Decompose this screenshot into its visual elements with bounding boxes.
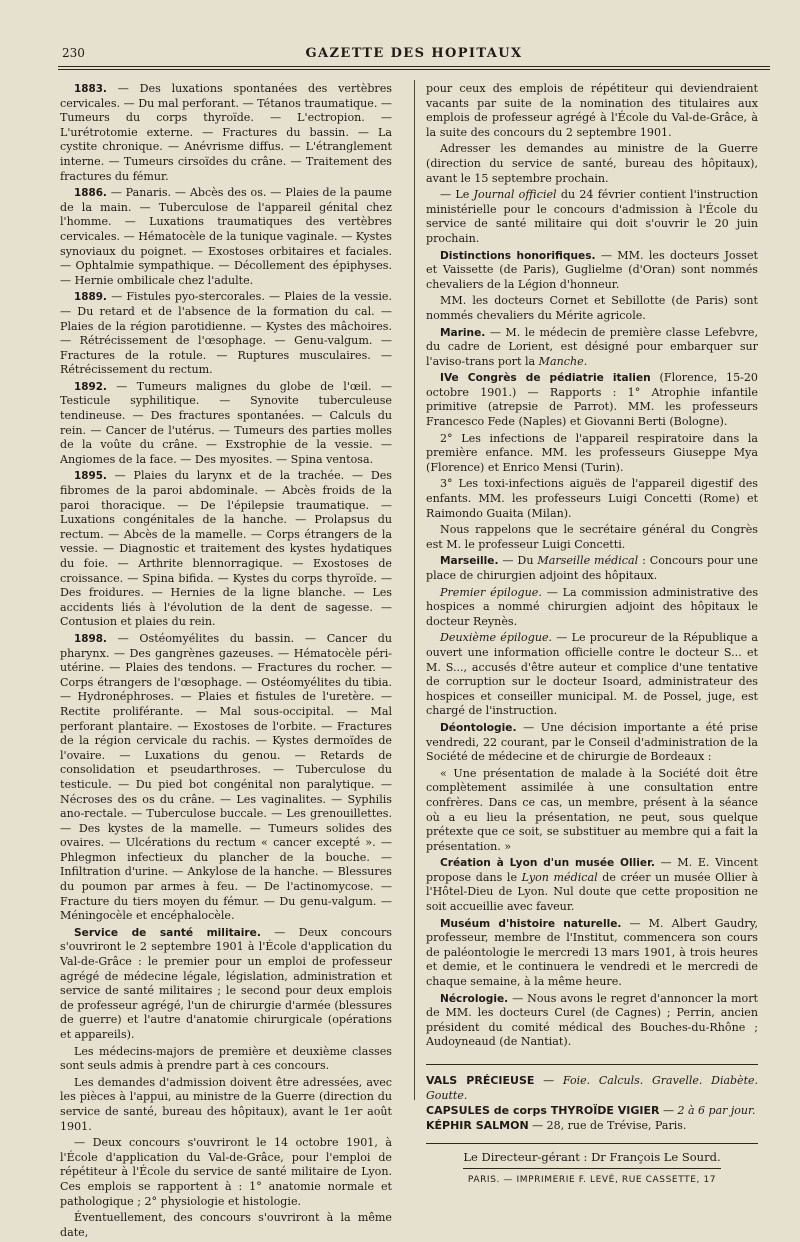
paragraph-text: — M. le médecin de première classe Lefebvre, du cadre de Lorient, est désigné pour embarquer sur l'aviso-trans port la: [426, 325, 758, 368]
page-number: 230: [62, 46, 85, 60]
paragraph: [60, 1136, 392, 1209]
paragraph-text: 2° Les infections de l'appareil respiratoire dans la première enfance. MM. les professeurs Giuseppe Mya (Florence) et Enrico Mensi (Turin).: [426, 431, 758, 474]
paragraph-text: Éventuellement, des concours s'ouvriront à la même date,: [60, 1211, 392, 1239]
paragraph: [426, 294, 758, 323]
paragraph-text: — Nous avons le regret d'annoncer la mort de MM. les docteurs Curel (de Cagnes) ; Perrin, ancien président du comité médical des Bouches-du-Rhône ; Audoyneaud (de Nantiat).: [426, 991, 758, 1049]
advertisements: [426, 1064, 758, 1133]
paragraph-text: pour ceux des emplois de répétiteur qui deviendraient vacants par suite de la nomination des titulaires aux emplois de professeur agrégé à l'École du Val-de-Grâce, à la suite des concours du 2 septembre 1901.: [426, 82, 758, 139]
italic-title: Lyon médical: [521, 870, 598, 884]
paragraph: [426, 432, 758, 476]
director-line: [426, 1143, 758, 1169]
italic-lead: Deuxième épilogue.: [440, 631, 553, 645]
paragraph: [60, 1076, 392, 1134]
italic-lead: Premier épilogue.: [440, 585, 542, 599]
section-heading: Marseille.: [440, 555, 499, 568]
paragraph: [426, 523, 758, 552]
paragraph-text: — Une décision importante a été prise vendredi, 22 courant, par le Conseil d'administration de la Société de médecine et de chirurgie de Bordeaux :: [426, 720, 758, 764]
paragraph: [60, 632, 392, 924]
paragraph: [426, 631, 758, 719]
paragraph-text: du 24 février contient l'instruction ministérielle pour le concours d'admission à l'École du service de santé militaire qui doit s'ouvrir le 20 juin prochain.: [426, 188, 758, 245]
paragraph-text: 3° Les toxi-infections aiguës de l'appareil digestif des enfants. MM. les professeurs Luigi Concetti (Rome) et Raimondo Guaita (Milan).: [426, 477, 758, 520]
paragraph: [426, 554, 758, 583]
paragraph-text: : Concours pour une place de chirurgien adjoint des hôpitaux.: [426, 554, 758, 582]
paragraph: [426, 721, 758, 765]
section-heading: IVe Congrès de pédiatrie italien: [440, 372, 651, 385]
paragraph-text: — Panaris. — Abcès des os. — Plaies de la paume de la main. — Tuberculose de l'appareil génital chez l'homme. — Luxations traumatiques des vertèbres cervicales. — Hématocèle de la tunique vaginale. — Kystes synoviaux du poignet. — Exostoses orbitaires et faciales. — Ophtalmie sympathique. — Décollement des épiphyses. — Hernie ombilicale chez l'adulte.: [60, 186, 392, 287]
italic-title: Marseille médical: [537, 554, 639, 568]
text-segment: .: [583, 354, 588, 368]
paragraph: [426, 992, 758, 1050]
paragraph: [426, 767, 758, 855]
paragraph: [60, 186, 392, 288]
italic-title: Journal officiel: [473, 188, 557, 202]
paragraph-text: Les demandes d'admission doivent être adressées, avec les pièces à l'appui, au ministre de la Guerre (direction du service de santé, bureau des hôpitaux), avant le 1er août 1901.: [60, 1075, 392, 1133]
paragraph-text: — Le procureur de la République a ouvert une information officielle contre le docteur S... et M. S..., accusés d'être auteur et complice d'une tentative de corruption sur le docteur Isoard, administrateur des hospices et conseiller municipal. M. de Possel, juge, est chargé de l'instruction.: [426, 631, 758, 718]
paragraph-text: Nous rappelons que le secrétaire général du Congrès est M. le professeur Luigi Concetti.: [426, 523, 758, 551]
year-label: 1889.: [74, 291, 107, 304]
paragraph: [60, 82, 392, 184]
paragraph-text: — M. Albert Gaudry, professeur, membre de l'Institut, commencera son cours de paléontologie le mercredi 13 mars 1901, à trois heures et demie, et le continuera le vendredi et le mercredi de chaque semaine, à la même heure.: [426, 916, 759, 989]
paragraph-text: « Une présentation de malade à la Société doit être complètement assimilée à une consultation entre confrères. Dans ce cas, un membre, présent à la séance où a eu lieu la présentation, ne peut, sous quelque prétexte que ce soit, se substituer au membre qui a fait la présentation. »: [426, 766, 758, 853]
right-column-articles: [426, 82, 758, 1050]
paragraph-text: Les médecins-majors de première et deuxième classes sont seuls admis à prendre part à ces concours.: [60, 1044, 392, 1073]
paragraph: [426, 477, 758, 521]
paragraph-text: — Deux concours s'ouvriront le 14 octobre 1901, à l'École d'application du Val-de-Grâce, pour l'emploi de répétiteur à l'École du service de santé militaire de Lyon. Ces emplois se rapportent à : 1° anatomie normale et pathologique ; 2° physiologie et histologie.: [60, 1136, 392, 1208]
paragraph: [60, 290, 392, 378]
year-label: 1886.: [74, 187, 107, 200]
paragraph: [426, 188, 758, 246]
paragraph-text: de créer un musée Ollier à l'Hôtel-Dieu de Lyon. Nul doute que cette proposition ne soit accueillie avec faveur.: [426, 870, 758, 914]
imprint-line: PARIS. — IMPRIMERIE F. LEVÉ, RUE CASSETTE, 17: [467, 1174, 717, 1185]
left-column: [60, 82, 392, 1242]
section-heading: Création à Lyon d'un musée Ollier.: [440, 857, 655, 870]
paragraph-text: — Plaies du larynx et de la trachée. — Des fibromes de la paroi abdominale. — Abcès froids de la paroi thoracique. — De l'épilepsie traumatique. — Luxations congénitales de la hanche. — Prolapsus du rectum. — Abcès de la mamelle. — Corps étrangers de la vessie. — Diagnostic et traitement des kystes hydatiques du foie. — Arthrite blennorragique. — Exostoses de croissance. — Spina bifida. — Kystes du corps thyroïde. — Des froidures. — Hernies de la ligne blanche. — Les accidents liés à l'évolution de la dent de sagesse. — Contusion et plaies du rein.: [60, 469, 392, 629]
paragraph-text: (Florence, 15-20 octobre 1901.) — Rapports : 1° Atrophie infantile primitive (atrepsie de Parrot). MM. les professeurs Francesco Fede (Naples) et Giovanni Berti (Bologne).: [426, 371, 758, 429]
paragraph-text: MM. les docteurs Cornet et Sebillotte (de Paris) sont nommés chevaliers du Mérite agricole.: [426, 294, 758, 322]
right-column: [426, 82, 758, 1187]
header-rule: [58, 66, 770, 67]
year-label: 1883.: [74, 83, 107, 95]
paragraph-text: — Deux concours s'ouvriront le 2 septembre 1901 à l'École d'application du Val-de-Grâce : le premier pour un emploi de professeur agrégé de médecine légale, législation, administration et service de santé militaires ; le second pour deux emplois de professeur agrégé, l'un de chirurgie d'armée (blessures de guerre) et l'autre d'anatomie chirurgicale (opérations et appareils).: [60, 925, 392, 1041]
paragraph: [426, 142, 758, 186]
section-heading: Distinctions honorifiques.: [440, 249, 596, 262]
paragraph: [60, 1211, 392, 1240]
paragraph-text: — La commission administrative des hospices a nommé chirurgien adjoint des hôpitaux le docteur Reynès.: [426, 585, 759, 628]
paragraph-text: — Des luxations spontanées des vertèbres cervicales. — Du mal perforant. — Tétanos traumatique. — Tumeurs du corps thyroïde. — L'ectropion. — L'urétrotomie externe. — Fractures du bassin. — La cystite chronique. — Anévrisme diffus. — L'étranglement interne. — Tumeurs cirsoïdes du crâne. — Traitement des fractures du fémur.: [60, 82, 392, 183]
paragraph: [426, 371, 758, 429]
section-heading: Muséum d'histoire naturelle.: [440, 917, 622, 930]
ad-vals: VALS PRÉCIEUSE — Foie. Calculs. Gravelle. Diabète. Goutte.: [426, 1074, 758, 1102]
director-name: Le Directeur-gérant : Dr François Le Sourd.: [463, 1150, 720, 1169]
section-heading: Service de santé militaire.: [74, 926, 261, 939]
text-segment: — M. E. Vincent propose dans le: [426, 856, 758, 884]
section-heading: Nécrologie.: [440, 992, 509, 1005]
year-label: 1895.: [74, 470, 107, 483]
paragraph-text: — Ostéomyélites du bassin. — Cancer du pharynx. — Des gangrènes gazeuses. — Hématocèle péri-utérine. — Plaies des tendons. — Fractures du rocher. — Corps étrangers de l'œsophage. — Ostéomyélites du tibia. — Hydronéphroses. — Plaies et fistules de l'uretère. — Rectite proliférante. — Mal sous-occipital. — Mal perforant plantaire. — Exostoses de l'orbite. — Fractures de la région cervicale du rachis. — Kystes dermoïdes de l'ovaire. — Luxations du genou. — Retards de consolidation et pseudarthroses. — Tuberculose du testicule. — Du pied bot congénital non paralytique. — Nécroses des os du crâne. — Les vaginalites. — Syphilis ano-rectale. — Tuberculose buccale. — Les grenouillettes. — Des kystes de la mamelle. — Tumeurs solides des ovaires. — Ulcérations du rectum « cancer excepté ». — Phlegmon infectieux du plancher de la bouche. — Infiltration d'urine. — Ankylose de la hanche. — Blessures du poumon par armes à feu. — De l'actinomycose. — Fracture du tiers moyen du fémur. — Du genu-valgum. — Méningocèle et encéphalocèle.: [60, 631, 392, 923]
paragraph: [426, 82, 758, 140]
paragraph: [426, 326, 758, 370]
paragraph: [426, 586, 758, 630]
paragraph-text: — MM. les docteurs Josset et Vaissette (de Paris), Guglielme (d'Oran) sont nommés chevaliers de la Légion d'honneur.: [426, 248, 758, 291]
year-label: 1892.: [74, 380, 107, 393]
year-label: 1898.: [74, 632, 107, 645]
paragraph: [60, 1045, 392, 1074]
italic-title: Manche: [538, 354, 584, 368]
text-segment: — Du: [498, 554, 538, 568]
paragraph: [426, 856, 758, 914]
paragraph: [426, 249, 758, 293]
section-heading: Déontologie.: [440, 721, 517, 734]
paragraph: [60, 380, 392, 468]
text-segment: — Le: [440, 188, 474, 202]
paragraph: [60, 469, 392, 630]
page-header: [58, 40, 770, 66]
paragraph-text: — Fistules pyo-stercorales. — Plaies de la vessie. — Du retard et de l'absence de la formation du cal. — Plaies de la région parotidienne. — Kystes des mâchoires. — Rétrécissement de l'œsophage. — Genu-valgum. — Fractures de la rotule. — Ruptures musculaires. — Rétrécissement du rectum.: [60, 290, 392, 377]
paragraph-text: Adresser les demandes au ministre de la Guerre (direction du service de santé, bureau des hôpitaux), avant le 15 septembre prochain.: [426, 142, 758, 185]
paragraph-text: — Tumeurs malignes du globe de l'œil. — Testicule syphilitique. — Synovite tuberculeuse tendineuse. — Des fractures spontanées. — Calculs du rein. — Cancer de l'utérus. — Tumeurs des parties molles de la voûte du crâne. — Exstrophie de la vessie. — Angiomes de la face. — Des myosites. — Spina ventosa.: [60, 379, 392, 466]
column-divider: [414, 80, 415, 1100]
paragraph: [60, 926, 392, 1043]
section-heading: Marine.: [440, 326, 486, 339]
journal-title: GAZETTE DES HOPITAUX: [305, 46, 523, 61]
paragraph: [426, 917, 758, 990]
ad-kephir: KÉPHIR SALMON — 28, rue de Trévise, Paris.: [426, 1119, 687, 1132]
ad-capsules: CAPSULES de corps THYROÏDE VIGIER — 2 à 6 par jour.: [426, 1104, 756, 1117]
header-rule-double: [58, 69, 770, 70]
